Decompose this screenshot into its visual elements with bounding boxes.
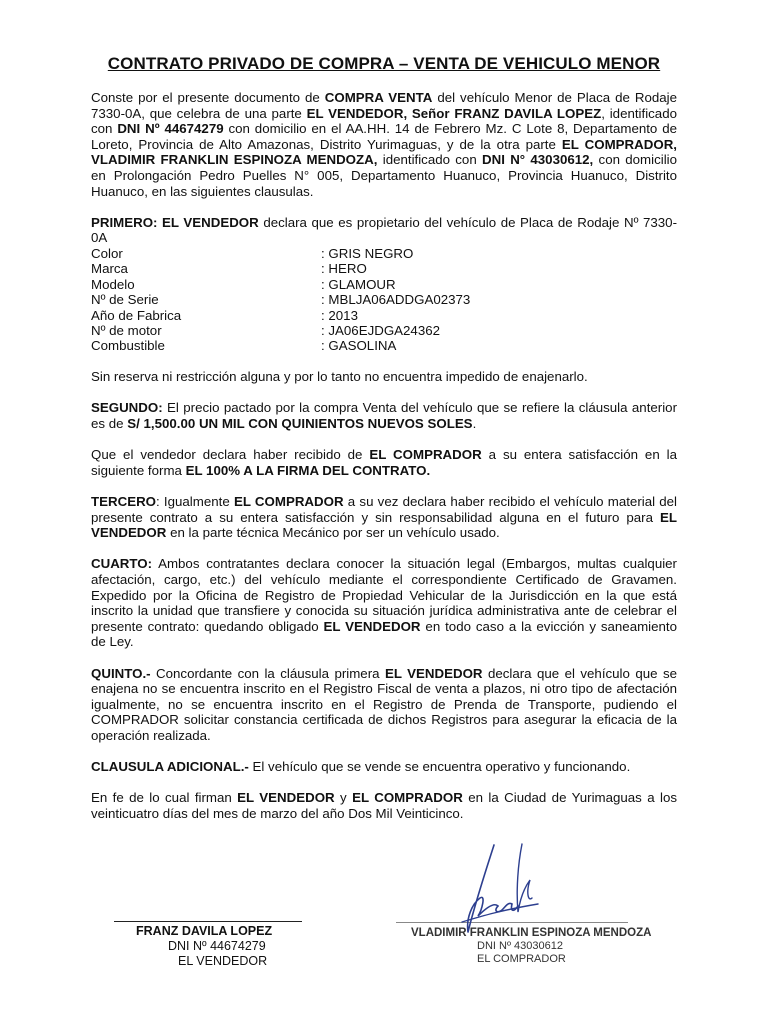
vehicle-specs-table — [91, 246, 677, 354]
closing-paragraph: En fe de lo cual firman EL VENDEDOR y EL COMPRADOR en la Ciudad de Yurimaguas a los veinticuatro días del mes de marzo del año Dos Mil Veinticinco. — [91, 790, 677, 821]
spec-row: Nº de motor : JA06EJDGA24362 — [91, 322, 441, 338]
no-restriction-note: Sin reserva ni restricción alguna y por lo tanto no encuentra impedido de enajenarlo. — [91, 369, 588, 385]
intro-paragraph: Conste por el presente documento de COMPRA VENTA del vehículo Menor de Placa de Rodaje 7330-0A, que celebra de una parte EL VENDEDOR, Señor FRANZ DAVILA LOPEZ, identificado con DNI Nº 44674279 con domicilio en el AA.HH. 14 de Febrero Mz. C Lote 8, Departamento de Loreto, Provincia de Alto Amazonas, Distrito Yurimaguas, y de la otra parte EL COMPRADOR, VLADIMIR FRANKLIN ESPINOZA MENDOZA, identificado con DNI N° 43030612, con domicilio en Prolongación Pedro Puelles N° 005, Departamento Huanuco, Provincia Huanuco, Distrito Huanuco, en las siguientes clausulas. — [91, 90, 677, 199]
payment-paragraph: Que el vendedor declara haber recibido de EL COMPRADOR a su entera satisfacción en la siguiente forma EL 100% A LA FIRMA DEL CONTRATO. — [91, 447, 678, 478]
seller-signature-block — [136, 924, 272, 969]
buyer-role: EL COMPRADOR — [477, 953, 566, 965]
clause-cuarto: CUARTO: Ambos contratantes declara conocer la situación legal (Embargos, multas cualquier afectación, cargo, etc.) del vehículo mediante el correspondiente Certificado de Gravamen. Expedido por la Oficina de Registro de Propiedad Vehicular de la Jurisdicción en la que está inscrito la unidad que transfiere y conocida su situación jurídica administrativa ante de celebrar el presente contrato: quedando obligado EL VENDEDOR en todo caso a la evicción y saneamiento de Ley. — [91, 556, 678, 650]
seller-signature-line — [114, 921, 302, 922]
spec-row: Año de Fabrica : 2013 — [91, 307, 358, 323]
buyer-handwritten-signature — [442, 840, 582, 940]
buyer-dni: DNI Nº 43030612 — [477, 940, 563, 952]
buyer-name: VLADIMIR FRANKLIN ESPINOZA MENDOZA — [411, 927, 652, 939]
seller-name: FRANZ DAVILA LOPEZ — [136, 924, 273, 938]
spec-row: Modelo : GLAMOUR — [91, 276, 396, 292]
spec-row: Color : GRIS NEGRO — [91, 245, 414, 261]
clause-quinto: QUINTO.- Concordante con la cláusula primera EL VENDEDOR declara que el vehículo que se enajena no se encuentra inscrito en el Registro Fiscal de venta a plazos, ni otro tipo de afectación igualmente, no se encuentra inscrito en el Registro de Prenda de Transporte, pudiendo el COMPRADOR solicitar constancia certificada de dichos Registros para asegurar la eficacia de la operación realizada. — [91, 665, 677, 743]
document-title: CONTRATO PRIVADO DE COMPRA – VENTA DE VEHICULO MENOR — [107, 54, 661, 73]
spec-row: Nº de Serie : MBLJA06ADDGA02373 — [91, 292, 471, 308]
clause-adicional: CLAUSULA ADICIONAL.- El vehículo que se vende se encuentra operativo y funcionando. — [91, 759, 631, 775]
clause-primero: PRIMERO: EL VENDEDOR declara que es propietario del vehículo de Placa de Rodaje Nº 7330-0A — [91, 214, 678, 246]
buyer-signature-stamp — [411, 927, 651, 966]
seller-role: EL VENDEDOR — [178, 954, 268, 968]
clause-tercero: TERCERO: Igualmente EL COMPRADOR a su vez declara haber recibido el vehículo material del presente contrato a su entera satisfacción y sin responsabilidad alguna en el futuro para EL VENDEDOR en la parte técnica Mecánico por ser un vehículo usado. — [91, 494, 678, 541]
clause-segundo: SEGUNDO: El precio pactado por la compra Venta del vehículo que se refiere la cláusula anterior es de S/ 1,500.00 UN MIL CON QUINIENTOS NUEVOS SOLES. — [91, 400, 677, 432]
contract-body — [91, 90, 677, 821]
seller-dni: DNI Nº 44674279 — [168, 939, 266, 953]
spec-row: Marca : HERO — [91, 261, 367, 277]
spec-row: Combustible : GASOLINA — [91, 338, 397, 354]
